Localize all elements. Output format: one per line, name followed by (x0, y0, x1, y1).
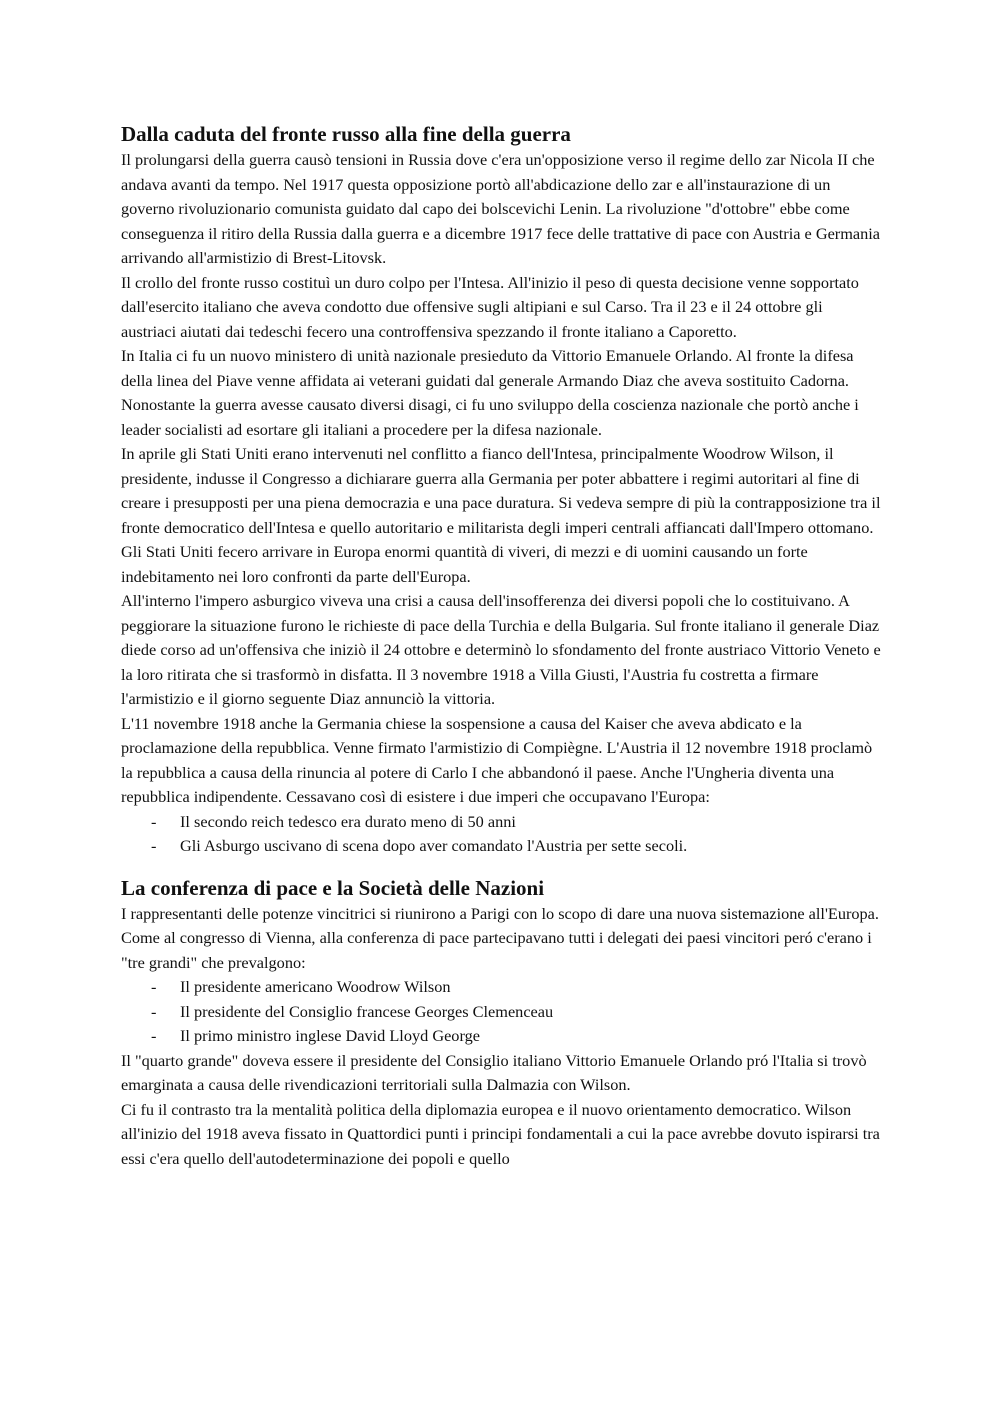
list-item: - Il presidente del Consiglio francese Georges Clemenceau (121, 1000, 881, 1025)
paragraph: In Italia ci fu un nuovo ministero di unità nazionale presieduto da Vittorio Emanuele Orlando. Al fronte la difesa della linea del Piave venne affidata ai veterani guidati dal generale Armando Diaz che aveva sostituito Cadorna. Nonostante la guerra avesse causato diversi disagi, ci fu uno sviluppo della coscienza nazionale che portò anche i leader socialisti ad esortare gli italiani a procedere per la difesa nazionale. (121, 346, 859, 439)
paragraph: L'11 novembre 1918 anche la Germania chiese la sospensione a causa del Kaiser che aveva abdicato e la proclamazione della repubblica. Venne firmato l'armistizio di Compiègne. L'Austria il 12 novembre 1918 proclamò la repubblica a causa della rinuncia al potere di Carlo I che abbandonó il paese. Anche l'Ungheria diventa una repubblica indipendente. Cessavano così di esistere i due imperi che occupavano l'Europa: (121, 713, 873, 806)
section-heading-fronte-russo: Dalla caduta del fronte russo alla fine della guerra (121, 122, 571, 146)
list-item: - Gli Asburgo uscivano di scena dopo aver comandato l'Austria per sette secoli. (121, 834, 881, 859)
paragraph: All'interno l'impero asburgico viveva una crisi a causa dell'insofferenza dei diversi popoli che lo costituivano. A peggiorare la situazione furono le richieste di pace della Turchia e della Bulgaria. Sul fronte italiano il generale Diaz diede corso ad un'offensiva che iniziò il 24 ottobre e determinò lo sfondamento del fronte austriaco Vittorio Veneto e la loro ritirata che si trasformò in disfatta. Il 3 novembre 1918 a Villa Giusti, l'Austria fu costretta a firmare l'armistizio e il giorno seguente Diaz annunciò la vittoria. (121, 591, 881, 708)
document-page (121, 120, 881, 1171)
paragraph: Il "quarto grande" doveva essere il presidente del Consiglio italiano Vittorio Emanuele Orlando pró l'Italia si trovò emarginata a causa delle rivendicazioni territoriali sulla Dalmazia con Wilson. (121, 1050, 867, 1094)
list-item: - Il secondo reich tedesco era durato meno di 50 anni (121, 810, 881, 835)
paragraph: I rappresentanti delle potenze vincitrici si riunirono a Parigi con lo scopo di dare una nuova sistemazione all'Europa. Come al congresso di Vienna, alla conferenza di pace partecipavano tutti i delegati dei paesi vincitori peró c'erano i "tre grandi" che prevalgono: (121, 903, 879, 972)
list-item: - Il presidente americano Woodrow Wilson (121, 975, 881, 1000)
paragraph: Il prolungarsi della guerra causò tensioni in Russia dove c'era un'opposizione verso il regime dello zar Nicola II che andava avanti da tempo. Nel 1917 questa opposizione portò all'abdicazione dello zar e all'instaurazione di un governo rivoluzionario comunista guidato dal capo dei bolscevichi Lenin. La rivoluzione "d'ottobre" ebbe come conseguenza il ritiro della Russia dalla guerra e a dicembre 1917 fece delle trattative di pace con Austria e Germania arrivando all'armistizio di Brest-Litovsk. (121, 150, 881, 267)
paragraph: In aprile gli Stati Uniti erano intervenuti nel conflitto a fianco dell'Intesa, principalmente Woodrow Wilson, il presidente, indusse il Congresso a dichiarare guerra alla Germania per poter abbattere i regimi autoritari al fine di creare i presupposti per una piena democrazia e una pace duratura. Si vedeva sempre di più la contrapposizione tra il fronte democratico dell'Intesa e quello autoritario e militarista degli imperi centrali affiancati dall'Impero ottomano. Gli Stati Uniti fecero arrivare in Europa enormi quantità di viveri, di mezzi e di uomini causando un forte indebitamento nei loro confronti da parte dell'Europa. (121, 444, 881, 586)
section-heading-conferenza-pace: La conferenza di pace e la Società delle Nazioni (121, 875, 545, 900)
paragraph: Il crollo del fronte russo costituì un duro colpo per l'Intesa. All'inizio il peso di questa decisione venne sopportato dall'esercito italiano che aveva condotto due offensive sugli altipiani e sul Carso. Tra il 23 e il 24 ottobre gli austriaci aiutati dai tedeschi fecero una controffensiva spezzando il fronte italiano a Caporetto. (121, 272, 859, 341)
paragraph: Ci fu il contrasto tra la mentalità politica della diplomazia europea e il nuovo orientamento democratico. Wilson all'inizio del 1918 aveva fissato in Quattordici punti i principi fondamentali a cui la pace avrebbe dovuto ispirarsi tra essi c'era quello dell'autodeterminazione dei popoli e quello (121, 1099, 880, 1168)
big-three-list (121, 975, 881, 1049)
list-item: - Il primo ministro inglese David Lloyd George (121, 1024, 881, 1049)
empires-list (121, 810, 881, 859)
